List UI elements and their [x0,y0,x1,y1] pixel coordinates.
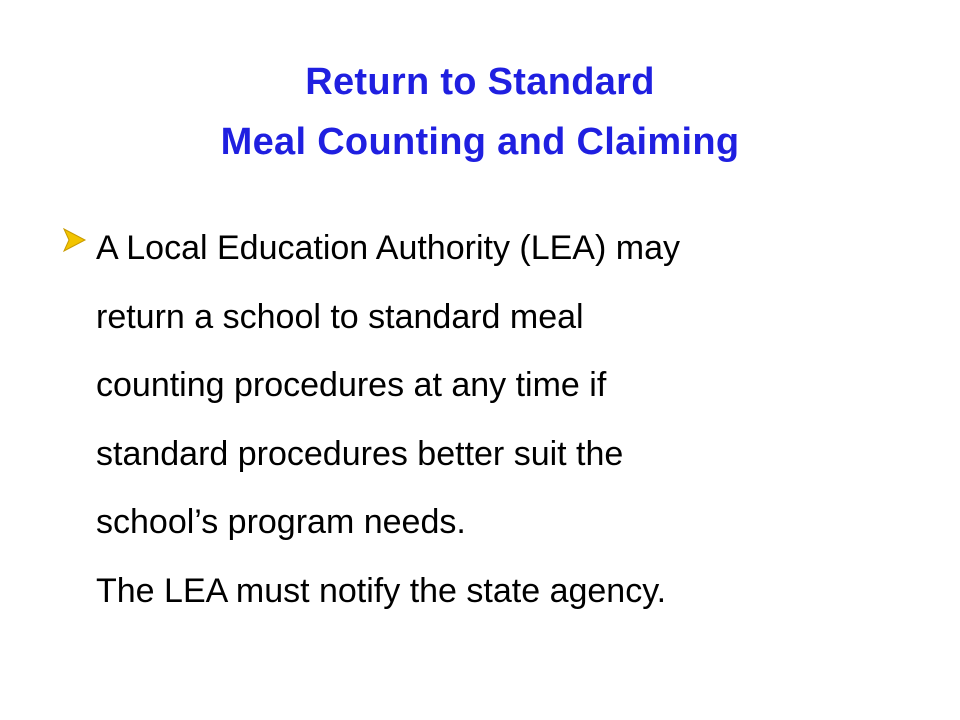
bullet-text [96,214,916,625]
bullet-text-line: The LEA must notify the state agency. [96,571,667,610]
slide-title-line-1: Return to Standard [305,61,655,103]
bullet-text-line: return a school to standard meal [96,297,584,336]
slide-title-line-2: Meal Counting and Claiming [220,121,740,163]
slide-title [0,52,960,172]
bullet-text-line: school’s program needs. [96,503,466,541]
bullet-text-line: A Local Education Authority (LEA) may [96,229,680,267]
bullet-text-line: standard procedures better suit the [96,434,624,473]
arrow-bullet-icon [60,226,88,254]
bullet-text-line: counting procedures at any time if [96,366,607,404]
